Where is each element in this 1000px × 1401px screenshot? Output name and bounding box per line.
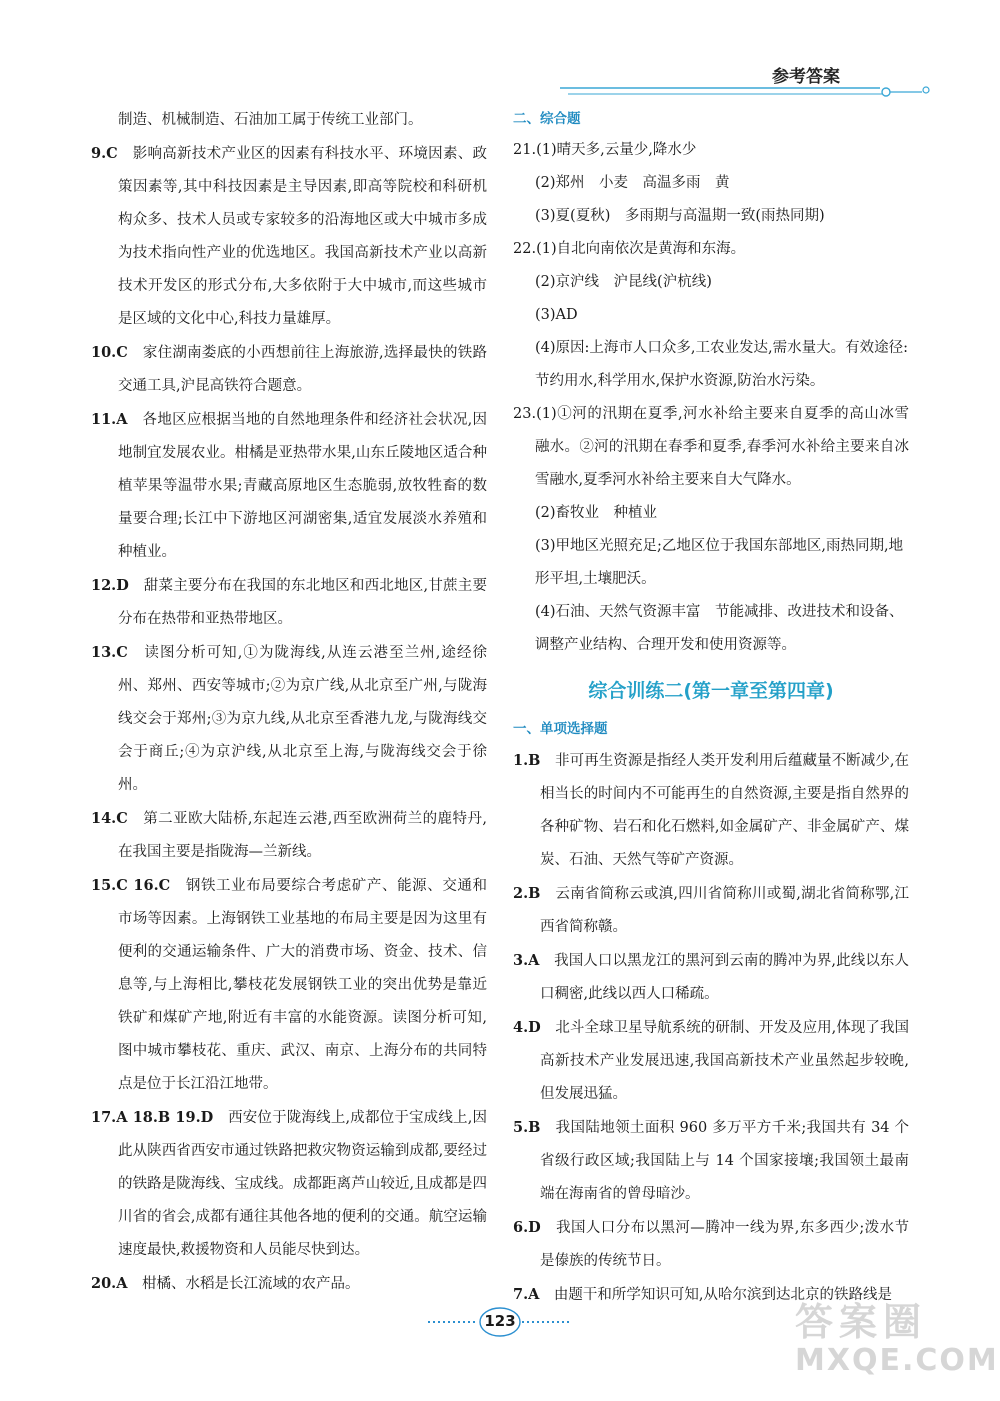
answer-item: [91, 137, 487, 336]
answer-text: 第二亚欧大陆桥,东起连云港,西至欧洲荷兰的鹿特丹,在我国主要是指陇海—兰新线。: [118, 811, 488, 860]
answer-subline: (4)石油、天然气资源丰富 节能减排、改进技术和设备、调整产业结构、合理开发和使用资源等。: [535, 604, 904, 653]
answer-text: 由题干和所学知识可知,从哈尔滨到达北京的铁路线是: [553, 1287, 892, 1303]
answer-item: [91, 336, 487, 403]
answer-item: [513, 1111, 909, 1211]
answer-number: 6.D: [513, 1219, 541, 1236]
page-number: 123: [484, 1312, 516, 1330]
answer-subline: (2)郑州 小麦 高温多雨 黄: [535, 175, 730, 191]
right-column: [513, 104, 909, 1312]
answer-item: [91, 569, 487, 636]
header-title: 参考答案: [772, 67, 840, 87]
answer-text: 柑橘、水稻是长江流域的农产品。: [141, 1276, 360, 1292]
answer-item-23: 23.(1)①河的汛期在夏季,河水补给主要来自夏季的高山冰雪融水。②河的汛期在春季和夏季,春季河水补给主要来自冰雪融水,夏季河水补给主要来自大气降水。: [513, 406, 909, 488]
answer-number: 14.C: [91, 810, 128, 827]
watermark: [795, 1300, 999, 1380]
left-column: [91, 104, 487, 1301]
answer-item-21: 21.(1)晴天多,云量少,降水少: [513, 142, 697, 158]
answer-number: 17.A 18.B 19.D: [91, 1109, 214, 1126]
answer-item: [91, 403, 487, 569]
answer-number: 2.B: [513, 885, 541, 902]
answer-text: 钢铁工业布局要综合考虑矿产、能源、交通和市场等因素。上海钢铁工业基地的布局主要是因为这里有便利的交通运输条件、广大的消费市场、资金、技术、信息等,与上海相比,攀枝花发展钢铁工业的突出优势是靠近铁矿和煤矿产地,附近有丰富的水能资源。读图分析可知,图中城市攀枝花、重庆、武汉、南京、上海分布的共同特点是位于长江沿江地带。: [118, 878, 488, 1092]
answer-text: 西安位于陇海线上,成都位于宝成线上,因此从陕西省西安市通过铁路把救灾物资运输到成都,要经过的铁路是陇海线、宝成线。成都距离芦山较近,且成都是四川省的省会,成都有通往其他各地的便利的交通。航空运输速度最快,救援物资和人员能尽快到达。: [118, 1110, 488, 1258]
answer-text: 读图分析可知,①为陇海线,从连云港至兰州,途经徐州、郑州、西安等城市;②为京广线,从北京至广州,与陇海线交会于郑州;③为京九线,从北京至香港九龙,与陇海线交会于商丘;④为京沪线,从北京至上海,与陇海线交会于徐州。: [118, 645, 488, 793]
answer-number: 4.D: [513, 1019, 541, 1036]
answer-item: [513, 1211, 909, 1278]
answer-text: 影响高新技术产业区的因素有科技水平、环境因素、政策因素等,其中科技因素是主导因素,即高等院校和科研机构众多、技术人员或专家较多的沿海地区或大中城市多成为技术指向性产业的优选地区。我国高新技术产业以高新技术开发区的形式分布,大多依附于大中城市,而这些城市是区域的文化中心,科技力量雄厚。: [118, 146, 487, 327]
answer-number: 9.C: [91, 145, 118, 162]
answer-text: 各地区应根据当地的自然地理条件和经济社会状况,因地制宜发展农业。柑橘是亚热带水果,山东丘陵地区适合种植苹果等温带水果;青藏高原地区生态脆弱,放牧牲畜的数量要合理;长江中下游地区河湖密集,适宜发展淡水养殖和种植业。: [118, 412, 488, 560]
answer-item: [91, 802, 487, 869]
answer-number: 1.B: [513, 752, 541, 769]
answer-number: 7.A: [513, 1286, 540, 1303]
answer-text: 我国人口分布以黑河—腾冲一线为界,东多西少;泼水节是傣族的传统节日。: [540, 1220, 910, 1269]
answer-subline: (2)京沪线 沪昆线(沪杭线): [535, 274, 712, 290]
answer-number: 10.C: [91, 344, 128, 361]
answer-text: 北斗全球卫星导航系统的研制、开发及应用,体现了我国高新技术产业发展迅速,我国高新技术产业虽然起步较晚,但发展迅猛。: [540, 1020, 910, 1102]
answer-item: [513, 1011, 909, 1111]
answer-text: 家住湖南娄底的小西想前往上海旅游,选择最快的铁路交通工具,沪昆高铁符合题意。: [118, 345, 488, 394]
answer-number: 12.D: [91, 577, 129, 594]
answer-text: 我国陆地领土面积 960 多万平方千米;我国共有 34 个省级行政区域;我国陆上与 14 个国家接壤;我国领土最南端在海南省的曾母暗沙。: [540, 1120, 909, 1202]
answer-item: [513, 744, 909, 877]
answer-item: [513, 944, 909, 1011]
answer-item: [91, 636, 487, 802]
answer-item-22: 22.(1)自北向南依次是黄海和东海。: [513, 241, 746, 257]
answer-number: 11.A: [91, 411, 128, 428]
chapter-title: 综合训练二(第一章至第四章): [588, 680, 834, 702]
answer-text: 非可再生资源是指经人类开发利用后蕴藏量不断减少,在相当长的时间内不可能再生的自然资源,主要是指自然界的各种矿物、岩石和化石燃料,如金属矿产、非金属矿产、煤炭、石油、天然气等矿产资源。: [540, 753, 910, 868]
section-title-comprehensive: 二、综合题: [513, 111, 581, 127]
answer-subline: (3)甲地区光照充足;乙地区位于我国东部地区,雨热同期,地形平坦,土壤肥沃。: [535, 538, 904, 587]
answer-subline: (3)夏(夏秋) 多雨期与高温期一致(雨热同期): [535, 208, 825, 224]
answer-subline: (4)原因:上海市人口众多,工农业发达,需水量大。有效途径:节约用水,科学用水,保护水资源,防治水污染。: [535, 340, 909, 389]
answer-continuation: 制造、机械制造、石油加工属于传统工业部门。: [118, 112, 423, 128]
answer-number: 20.A: [91, 1275, 128, 1292]
header-decorative-rule: [560, 80, 940, 104]
answer-number: 13.C: [91, 644, 128, 661]
answer-text: 我国人口以黑龙江的黑河到云南的腾冲为界,此线以东人口稠密,此线以西人口稀疏。: [540, 953, 910, 1002]
answer-item: [91, 1101, 487, 1267]
answer-item: [91, 869, 487, 1101]
answer-number: 15.C 16.C: [91, 877, 171, 894]
answer-subline: (3)AD: [535, 307, 578, 323]
section-title-single-choice: 一、单项选择题: [513, 721, 608, 737]
answer-item: [513, 877, 909, 944]
watermark-logo-text: 答案圈: [795, 1300, 928, 1344]
answer-text: 云南省简称云或滇,四川省简称川或蜀,湖北省简称鄂,江西省简称赣。: [540, 886, 910, 935]
answer-subline: (2)畜牧业 种植业: [535, 505, 658, 521]
answer-number: 5.B: [513, 1119, 541, 1136]
watermark-domain: MXQE.COM: [795, 1343, 999, 1378]
answer-item: [91, 1267, 487, 1301]
answer-text: 甜菜主要分布在我国的东北地区和西北地区,甘蔗主要分布在热带和亚热带地区。: [118, 578, 488, 627]
answer-number: 3.A: [513, 952, 540, 969]
